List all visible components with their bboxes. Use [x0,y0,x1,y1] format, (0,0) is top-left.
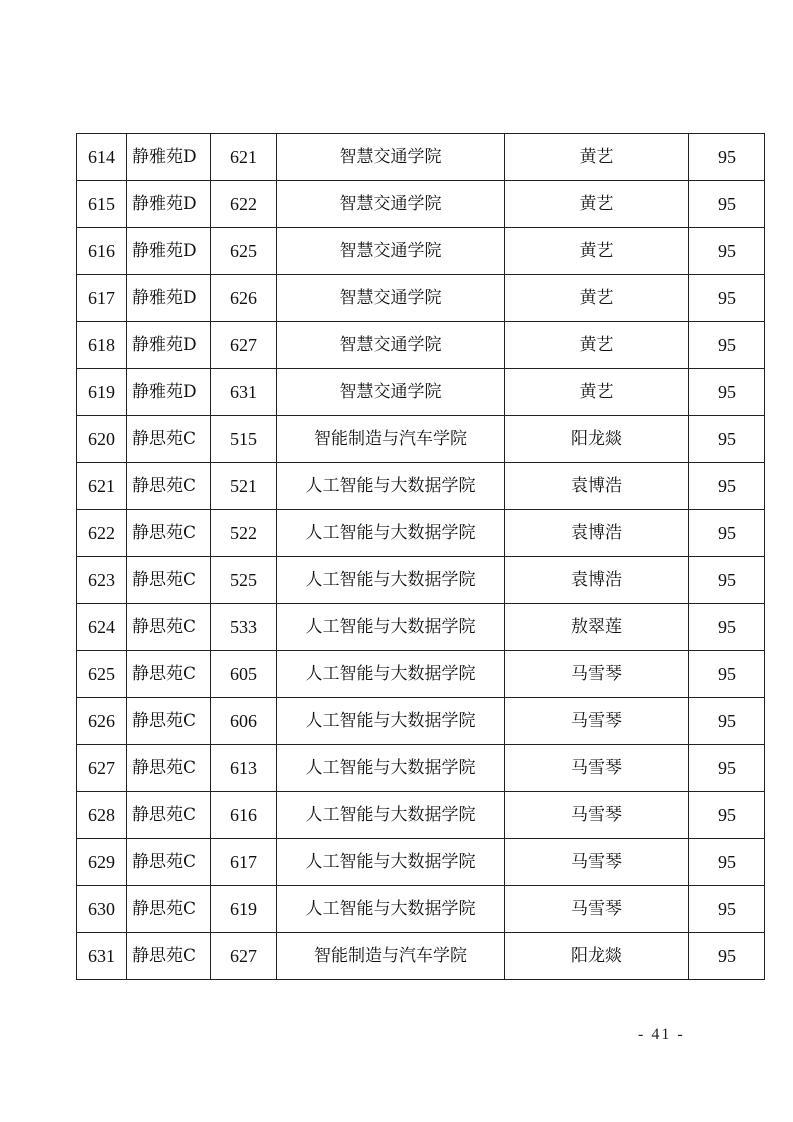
table-row [77,557,765,604]
cell-college: 人工智能与大数据学院 [277,698,505,745]
cell-score: 95 [689,651,765,698]
table-row [77,604,765,651]
cell-score: 95 [689,839,765,886]
cell-person: 阳龙燚 [505,933,689,980]
cell-score: 95 [689,134,765,181]
cell-building: 静雅苑D [127,275,211,322]
table-row [77,933,765,980]
cell-person: 马雪琴 [505,651,689,698]
dormitory-score-table [76,133,765,980]
cell-building: 静思苑C [127,745,211,792]
cell-room: 619 [211,886,277,933]
cell-person: 黄艺 [505,369,689,416]
cell-building: 静思苑C [127,698,211,745]
cell-room: 605 [211,651,277,698]
cell-score: 95 [689,463,765,510]
cell-room: 617 [211,839,277,886]
cell-college: 人工智能与大数据学院 [277,557,505,604]
cell-building: 静思苑C [127,651,211,698]
table-row [77,510,765,557]
cell-no: 625 [77,651,127,698]
cell-college: 智慧交通学院 [277,322,505,369]
cell-no: 627 [77,745,127,792]
table-row [77,134,765,181]
cell-college: 人工智能与大数据学院 [277,651,505,698]
cell-room: 625 [211,228,277,275]
table-row [77,886,765,933]
cell-person: 马雪琴 [505,839,689,886]
table-row [77,369,765,416]
cell-building: 静思苑C [127,839,211,886]
cell-person: 马雪琴 [505,792,689,839]
cell-person: 黄艺 [505,181,689,228]
cell-person: 阳龙燚 [505,416,689,463]
cell-building: 静思苑C [127,557,211,604]
cell-person: 袁博浩 [505,463,689,510]
cell-no: 614 [77,134,127,181]
table-row [77,416,765,463]
cell-room: 616 [211,792,277,839]
cell-no: 630 [77,886,127,933]
cell-college: 人工智能与大数据学院 [277,886,505,933]
cell-person: 敖翠莲 [505,604,689,651]
table-row [77,651,765,698]
dormitory-score-table-container [76,133,764,980]
cell-score: 95 [689,557,765,604]
cell-college: 人工智能与大数据学院 [277,745,505,792]
cell-person: 袁博浩 [505,557,689,604]
table-body [77,134,765,980]
cell-score: 95 [689,792,765,839]
cell-person: 袁博浩 [505,510,689,557]
cell-college: 智能制造与汽车学院 [277,416,505,463]
cell-score: 95 [689,181,765,228]
table-row [77,181,765,228]
cell-score: 95 [689,416,765,463]
cell-college: 人工智能与大数据学院 [277,792,505,839]
cell-room: 621 [211,134,277,181]
table-row [77,698,765,745]
cell-no: 622 [77,510,127,557]
cell-score: 95 [689,745,765,792]
cell-building: 静雅苑D [127,228,211,275]
cell-no: 628 [77,792,127,839]
cell-college: 智慧交通学院 [277,228,505,275]
cell-score: 95 [689,322,765,369]
cell-room: 533 [211,604,277,651]
cell-building: 静雅苑D [127,322,211,369]
cell-college: 智慧交通学院 [277,275,505,322]
cell-room: 613 [211,745,277,792]
cell-building: 静思苑C [127,933,211,980]
cell-room: 606 [211,698,277,745]
cell-college: 人工智能与大数据学院 [277,463,505,510]
cell-person: 马雪琴 [505,745,689,792]
cell-building: 静思苑C [127,604,211,651]
cell-building: 静雅苑D [127,134,211,181]
cell-score: 95 [689,604,765,651]
table-row [77,275,765,322]
cell-building: 静思苑C [127,886,211,933]
cell-no: 617 [77,275,127,322]
cell-no: 623 [77,557,127,604]
cell-person: 马雪琴 [505,698,689,745]
cell-college: 智慧交通学院 [277,134,505,181]
cell-score: 95 [689,886,765,933]
cell-room: 522 [211,510,277,557]
table-row [77,839,765,886]
cell-score: 95 [689,369,765,416]
cell-person: 黄艺 [505,134,689,181]
cell-score: 95 [689,510,765,557]
cell-no: 616 [77,228,127,275]
cell-building: 静思苑C [127,416,211,463]
cell-score: 95 [689,275,765,322]
table-row [77,322,765,369]
cell-college: 人工智能与大数据学院 [277,510,505,557]
cell-person: 黄艺 [505,275,689,322]
cell-building: 静思苑C [127,510,211,557]
cell-building: 静思苑C [127,792,211,839]
cell-room: 521 [211,463,277,510]
table-row [77,228,765,275]
cell-no: 626 [77,698,127,745]
table-row [77,745,765,792]
cell-college: 智慧交通学院 [277,369,505,416]
cell-room: 626 [211,275,277,322]
cell-no: 619 [77,369,127,416]
cell-building: 静思苑C [127,463,211,510]
cell-building: 静雅苑D [127,369,211,416]
cell-college: 人工智能与大数据学院 [277,839,505,886]
cell-person: 黄艺 [505,228,689,275]
cell-no: 631 [77,933,127,980]
cell-no: 618 [77,322,127,369]
cell-room: 631 [211,369,277,416]
cell-no: 624 [77,604,127,651]
cell-score: 95 [689,933,765,980]
page-number: - 41 - [638,1026,685,1043]
cell-room: 627 [211,933,277,980]
cell-no: 620 [77,416,127,463]
table-row [77,792,765,839]
cell-room: 622 [211,181,277,228]
table-row [77,463,765,510]
cell-building: 静雅苑D [127,181,211,228]
cell-college: 智慧交通学院 [277,181,505,228]
cell-room: 515 [211,416,277,463]
cell-college: 人工智能与大数据学院 [277,604,505,651]
cell-score: 95 [689,228,765,275]
cell-no: 615 [77,181,127,228]
cell-score: 95 [689,698,765,745]
cell-room: 627 [211,322,277,369]
cell-room: 525 [211,557,277,604]
cell-person: 马雪琴 [505,886,689,933]
cell-person: 黄艺 [505,322,689,369]
cell-no: 629 [77,839,127,886]
cell-college: 智能制造与汽车学院 [277,933,505,980]
cell-no: 621 [77,463,127,510]
